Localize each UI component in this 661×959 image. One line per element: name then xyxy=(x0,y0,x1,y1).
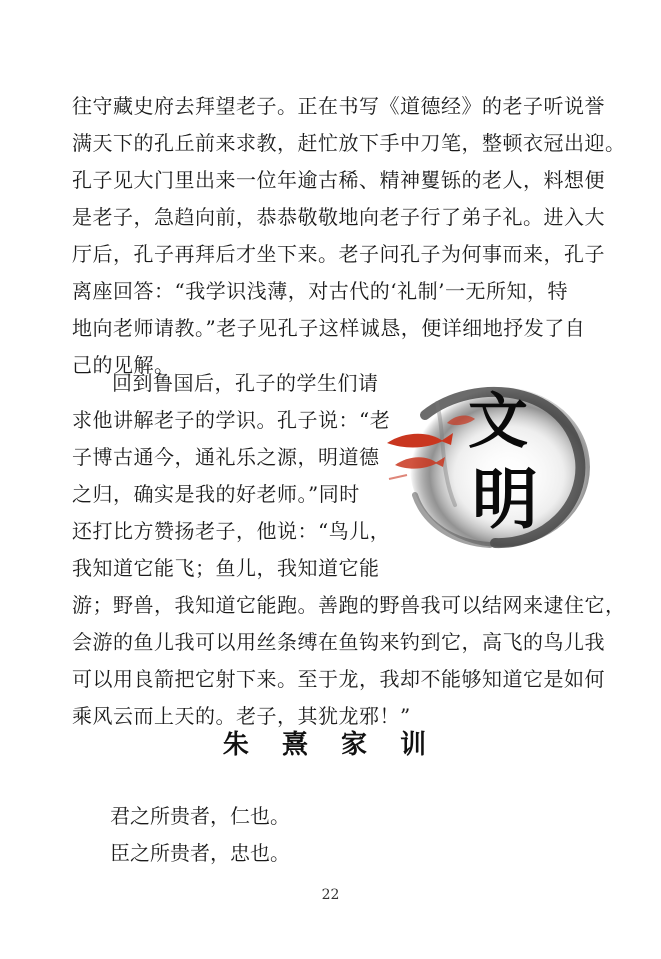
maxim-line: 臣之所贵者，忠也。 xyxy=(110,841,290,865)
text-line: 之归，确实是我的好老师。”同时 xyxy=(72,482,360,506)
text-line: 孔子见大门里出来一位年逾古稀、精神矍铄的老人，料想便 xyxy=(72,168,605,192)
text-line: 子博古通今，通礼乐之源，明道德 xyxy=(72,445,380,469)
text-line: 离座回答：“我学识浅薄，对古代的‘礼制’一无所知，特 xyxy=(72,279,568,303)
page-number: 22 xyxy=(321,887,340,903)
text-line: 可以用良箭把它射下来。至于龙，我却不能够知道它是如何 xyxy=(72,667,605,691)
text-line: 己的见解。 xyxy=(72,353,175,377)
text-line: 回到鲁国后，孔子的学生们请 xyxy=(112,371,379,395)
paragraph-laozi-visit xyxy=(72,88,626,384)
text-line: 往守藏史府去拜望老子。正在书写《道德经》的老子听说誉 xyxy=(72,94,605,118)
illustration-char-ming: 明 xyxy=(472,461,538,538)
text-line: 游；野兽，我知道它能跑。善跑的野兽我可以结网来逮住它， xyxy=(72,593,626,617)
text-line: 地向老师请教。”老子见孔子这样诚恳，便详细地抒发了自 xyxy=(72,316,586,340)
text-line: 会游的鱼儿我可以用丝条缚在鱼钩来钓到它，高飞的鸟儿我 xyxy=(72,630,605,654)
text-line: 求他讲解老子的学识。孔子说：“老 xyxy=(72,408,391,432)
maxim-line: 君之所贵者，仁也。 xyxy=(110,804,290,828)
text-line: 我知道它能飞；鱼儿，我知道它能 xyxy=(72,556,380,580)
text-line: 乘风云而上天的。老子，其犹龙邪！” xyxy=(72,704,411,728)
family-instructions xyxy=(110,798,290,872)
text-line: 厅后，孔子再拜后才坐下来。老子问孔子为何事而来，孔子 xyxy=(72,242,605,266)
text-line: 还打比方赞扬老子，他说：“鸟儿， xyxy=(72,519,391,543)
text-line: 是老子，急趋向前，恭恭敬敬地向老子行了弟子礼。进入大 xyxy=(72,205,605,229)
text-line: 满天下的孔丘前来求教，赶忙放下手中刀笔，整顿衣冠出迎。 xyxy=(72,131,626,155)
illustration-char-wen: 文 xyxy=(468,387,528,457)
section-title: 朱 熹 家 训 xyxy=(222,730,439,760)
